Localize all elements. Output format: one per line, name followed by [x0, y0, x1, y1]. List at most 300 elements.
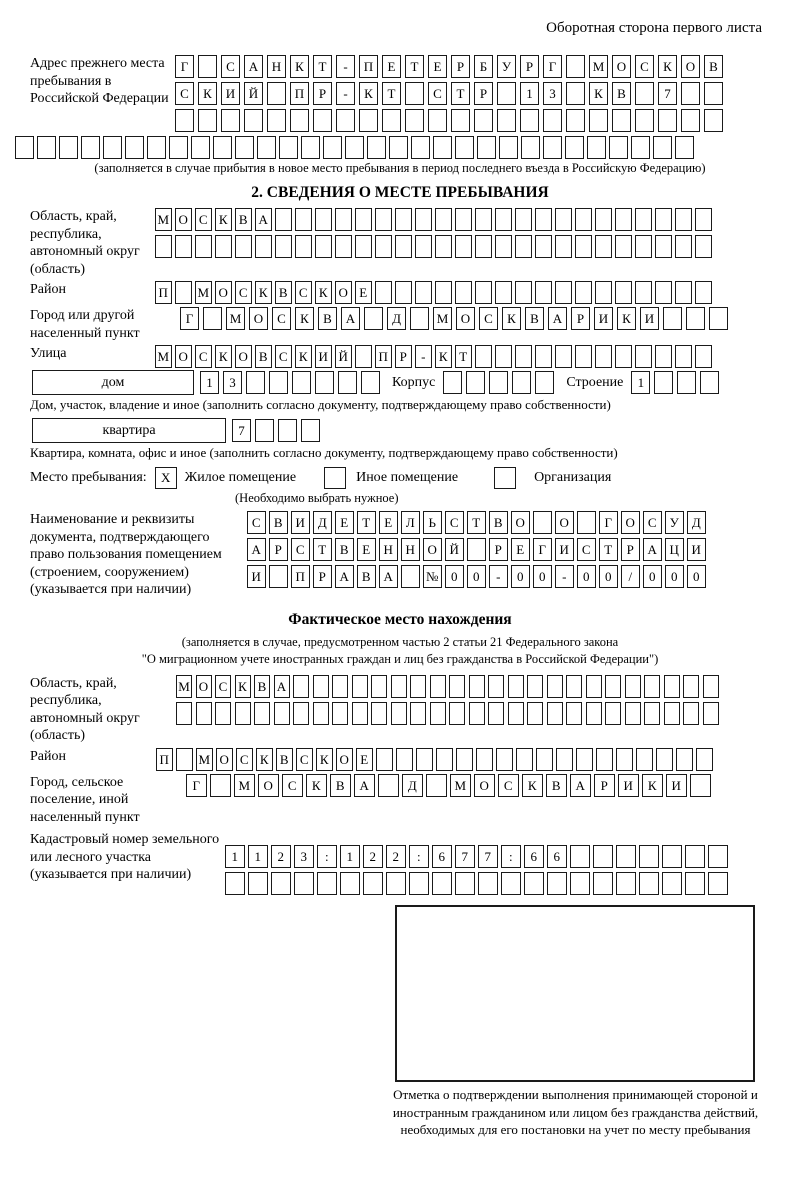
form-cell: П	[155, 281, 172, 304]
form-cell	[664, 702, 680, 725]
form-cell: :	[317, 845, 337, 868]
form-cell	[587, 136, 606, 159]
document-row1	[247, 511, 709, 534]
prev-address-row1	[175, 55, 727, 78]
form-cell	[435, 208, 452, 231]
korpus-cells	[443, 371, 558, 394]
form-cell	[512, 371, 531, 394]
form-cell	[267, 82, 286, 105]
prev-address-row4	[15, 136, 800, 159]
form-cell	[81, 136, 100, 159]
form-cell	[704, 109, 723, 132]
form-cell	[683, 702, 699, 725]
form-cell: /	[621, 565, 640, 588]
form-cell: В	[357, 565, 376, 588]
form-cell	[317, 872, 337, 895]
form-cell	[246, 371, 265, 394]
form-cell: 7	[455, 845, 475, 868]
form-cell: О	[621, 511, 640, 534]
form-cell	[495, 235, 512, 258]
region-label: Область, край, республика, автономный округ (область)	[30, 209, 140, 277]
form-cell	[155, 235, 172, 258]
form-cell	[639, 845, 659, 868]
form-cell: М	[226, 307, 245, 330]
form-cell	[295, 208, 312, 231]
form-cell: К	[315, 281, 332, 304]
form-cell: И	[666, 774, 687, 797]
form-cell	[389, 136, 408, 159]
form-cell	[543, 109, 562, 132]
form-cell: Д	[687, 511, 706, 534]
form-cell	[466, 371, 485, 394]
form-cell	[323, 136, 342, 159]
stay-option-label-zhiloe: Жилое помещение	[184, 470, 297, 485]
form-cell: О	[196, 675, 212, 698]
form-cell: №	[423, 565, 442, 588]
form-cell: С	[282, 774, 303, 797]
form-cell	[428, 109, 447, 132]
form-cell	[235, 136, 254, 159]
form-cell	[615, 235, 632, 258]
form-cell: Г	[543, 55, 562, 78]
form-cell	[215, 702, 231, 725]
form-cell	[293, 702, 309, 725]
form-cell: 6	[524, 845, 544, 868]
form-cell	[570, 872, 590, 895]
form-cell	[566, 702, 582, 725]
form-cell: 2	[271, 845, 291, 868]
form-cell	[405, 82, 424, 105]
form-cell: О	[215, 281, 232, 304]
form-cell: О	[336, 748, 353, 771]
form-cell: В	[525, 307, 544, 330]
form-cell: Ц	[665, 538, 684, 561]
form-cell	[255, 235, 272, 258]
form-cell	[547, 675, 563, 698]
form-cell	[395, 208, 412, 231]
region-block	[30, 208, 800, 278]
form-cell: 0	[599, 565, 618, 588]
form-cell: В	[335, 538, 354, 561]
city2-label: Город, сельское поселение, иной населенный пункт	[30, 774, 140, 825]
form-cell	[430, 702, 446, 725]
form-cell	[235, 235, 252, 258]
form-cell	[496, 748, 513, 771]
form-cell	[355, 345, 372, 368]
form-cell: Т	[382, 82, 401, 105]
form-cell	[391, 702, 407, 725]
form-cell	[662, 845, 682, 868]
document-row2	[247, 538, 709, 561]
street-label: Улица	[30, 346, 67, 361]
form-cell	[677, 371, 696, 394]
form-cell	[478, 872, 498, 895]
form-cell	[301, 136, 320, 159]
form-cell: А	[255, 208, 272, 231]
form-cell: 1	[248, 845, 268, 868]
form-cell	[409, 872, 429, 895]
form-cell	[395, 235, 412, 258]
form-cell	[269, 371, 288, 394]
form-cell: С	[635, 55, 654, 78]
form-cell: А	[379, 565, 398, 588]
form-cell	[555, 208, 572, 231]
form-cell: Е	[357, 538, 376, 561]
form-cell	[609, 136, 628, 159]
form-cell	[475, 345, 492, 368]
form-cell: К	[589, 82, 608, 105]
form-cell: 2	[386, 845, 406, 868]
form-cell: 1	[340, 845, 360, 868]
form-cell	[690, 774, 711, 797]
form-cell	[656, 748, 673, 771]
form-cell	[675, 208, 692, 231]
form-cell	[455, 872, 475, 895]
form-cell: С	[236, 748, 253, 771]
form-cell: 6	[432, 845, 452, 868]
form-cell	[375, 281, 392, 304]
form-cell	[488, 702, 504, 725]
form-cell: Е	[511, 538, 530, 561]
form-cell	[685, 845, 705, 868]
form-cell	[589, 109, 608, 132]
form-cell: Е	[382, 55, 401, 78]
actual-location-title: Фактическое место нахождения	[288, 610, 512, 628]
apartment-row	[32, 418, 800, 443]
form-cell: 0	[533, 565, 552, 588]
form-cell	[254, 702, 270, 725]
form-cell	[476, 748, 493, 771]
form-cell: -	[415, 345, 432, 368]
form-cell	[527, 675, 543, 698]
prev-address-row3	[175, 109, 727, 132]
form-cell	[175, 235, 192, 258]
form-cell	[521, 136, 540, 159]
form-cell: 7	[478, 845, 498, 868]
form-cell: К	[306, 774, 327, 797]
form-cell	[435, 281, 452, 304]
form-cell	[371, 702, 387, 725]
form-cell	[636, 748, 653, 771]
form-cell: 1	[631, 371, 650, 394]
form-cell: 7	[658, 82, 677, 105]
form-cell	[570, 845, 590, 868]
form-cell: С	[272, 307, 291, 330]
form-cell	[575, 345, 592, 368]
form-cell	[376, 748, 393, 771]
form-cell	[37, 136, 56, 159]
form-cell: 0	[511, 565, 530, 588]
stroenie-cells	[631, 371, 723, 394]
form-cell	[313, 675, 329, 698]
district2-row	[156, 748, 716, 771]
cadastre-block	[30, 831, 800, 899]
form-cell: С	[577, 538, 596, 561]
form-cell	[508, 702, 524, 725]
form-cell	[332, 702, 348, 725]
form-cell: А	[548, 307, 567, 330]
form-cell: К	[658, 55, 677, 78]
form-cell: К	[522, 774, 543, 797]
form-cell	[654, 371, 673, 394]
form-cell	[520, 109, 539, 132]
form-cell	[683, 675, 699, 698]
form-cell: Е	[379, 511, 398, 534]
form-cell	[290, 109, 309, 132]
form-cell	[533, 511, 552, 534]
form-cell	[269, 565, 288, 588]
form-cell	[426, 774, 447, 797]
form-cell: М	[234, 774, 255, 797]
form-cell: Е	[428, 55, 447, 78]
form-cell: О	[423, 538, 442, 561]
form-cell: В	[255, 345, 272, 368]
form-cell	[248, 872, 268, 895]
form-cell	[566, 675, 582, 698]
form-cell	[635, 281, 652, 304]
form-cell: Н	[379, 538, 398, 561]
form-cell	[586, 702, 602, 725]
form-cell	[695, 235, 712, 258]
actual-location-note2: "О миграционном учете иностранных граждан и лиц без гражданства в Российской Федерации")	[141, 651, 659, 666]
form-cell	[625, 675, 641, 698]
form-cell	[467, 538, 486, 561]
form-cell	[359, 109, 378, 132]
form-cell	[391, 675, 407, 698]
form-cell	[700, 371, 719, 394]
form-cell: И	[221, 82, 240, 105]
form-cell	[595, 235, 612, 258]
form-cell	[340, 872, 360, 895]
form-cell	[275, 235, 292, 258]
form-cell: 3	[543, 82, 562, 105]
form-cell	[335, 208, 352, 231]
form-cell	[415, 281, 432, 304]
form-cell: И	[687, 538, 706, 561]
form-cell	[244, 109, 263, 132]
region2-block	[30, 675, 800, 745]
form-cell: 3	[223, 371, 242, 394]
house-box: дом	[32, 370, 194, 395]
form-cell: М	[176, 675, 192, 698]
form-cell	[103, 136, 122, 159]
form-cell: К	[359, 82, 378, 105]
form-cell: К	[642, 774, 663, 797]
form-cell	[435, 235, 452, 258]
form-cell	[515, 281, 532, 304]
prev-address-note: (заполняется в случае прибытия в новое место пребывания в период последнего въезда в Российскую Федерацию)	[94, 161, 706, 175]
form-cell	[644, 702, 660, 725]
form-cell	[235, 702, 251, 725]
apartment-note: Квартира, комната, офис и иное (заполнить согласно документу, подтверждающему право собственности)	[30, 445, 618, 460]
form-cell: Т	[451, 82, 470, 105]
form-cell	[367, 136, 386, 159]
form-cell: Т	[357, 511, 376, 534]
stay-option-label-org: Организация	[534, 470, 612, 485]
form-cell: 6	[547, 845, 567, 868]
form-cell	[278, 419, 297, 442]
form-cell	[451, 109, 470, 132]
form-cell: 2	[363, 845, 383, 868]
form-cell	[696, 748, 713, 771]
form-cell	[655, 345, 672, 368]
form-cell: :	[409, 845, 429, 868]
form-cell	[653, 136, 672, 159]
form-cell	[477, 136, 496, 159]
form-cell	[612, 109, 631, 132]
stay-type-row	[30, 467, 800, 489]
form-cell: Ь	[423, 511, 442, 534]
form-cell	[338, 371, 357, 394]
form-cell	[675, 235, 692, 258]
form-cell: Т	[455, 345, 472, 368]
form-cell	[336, 109, 355, 132]
form-cell	[703, 675, 719, 698]
form-cell	[497, 109, 516, 132]
form-cell: И	[291, 511, 310, 534]
form-cell	[449, 675, 465, 698]
form-cell: :	[501, 845, 521, 868]
form-cell	[663, 307, 682, 330]
form-cell	[565, 136, 584, 159]
form-cell	[695, 281, 712, 304]
form-cell	[555, 345, 572, 368]
form-cell: К	[198, 82, 217, 105]
form-cell: Р	[571, 307, 590, 330]
document-label: Наименование и реквизиты документа, подтверждающего право пользования помещением (строением, сооружением) (указывается при наличии)	[30, 512, 222, 597]
form-cell	[547, 702, 563, 725]
form-cell: Т	[405, 55, 424, 78]
form-cell	[405, 109, 424, 132]
stroenie-label: Строение	[566, 374, 624, 390]
stay-option-checkbox-inoe	[324, 467, 346, 489]
form-cell	[635, 345, 652, 368]
form-cell	[695, 208, 712, 231]
form-cell: О	[335, 281, 352, 304]
form-cell: К	[255, 281, 272, 304]
form-cell	[415, 208, 432, 231]
form-cell: А	[244, 55, 263, 78]
form-cell	[455, 208, 472, 231]
form-cell: Е	[356, 748, 373, 771]
form-cell	[524, 872, 544, 895]
form-cell	[293, 675, 309, 698]
form-cell	[703, 702, 719, 725]
form-cell	[596, 748, 613, 771]
form-cell: 0	[643, 565, 662, 588]
form-cell	[508, 675, 524, 698]
form-cell: Г	[599, 511, 618, 534]
form-cell	[292, 371, 311, 394]
house-row	[32, 370, 800, 395]
form-cell	[635, 208, 652, 231]
apartment-cells	[232, 419, 324, 442]
form-cell	[556, 748, 573, 771]
form-cell: К	[290, 55, 309, 78]
form-cell: Р	[520, 55, 539, 78]
form-cell: В	[235, 208, 252, 231]
form-cell: 1	[200, 371, 219, 394]
form-cell	[125, 136, 144, 159]
form-cell	[355, 208, 372, 231]
form-cell	[215, 235, 232, 258]
form-cell	[210, 774, 231, 797]
form-cell	[575, 208, 592, 231]
form-cell	[675, 345, 692, 368]
form-cell: 7	[232, 419, 251, 442]
form-cell	[363, 872, 383, 895]
stamp-box	[395, 905, 755, 1082]
form-cell	[169, 136, 188, 159]
form-cell: С	[195, 345, 212, 368]
form-cell	[662, 872, 682, 895]
form-cell	[605, 675, 621, 698]
form-cell	[335, 235, 352, 258]
form-cell: К	[435, 345, 452, 368]
form-cell: -	[555, 565, 574, 588]
form-cell	[196, 702, 212, 725]
actual-location-note1: (заполняется в случае, предусмотренном частью 2 статьи 21 Федерального закона	[181, 634, 619, 649]
form-cell: Й	[445, 538, 464, 561]
form-cell	[593, 872, 613, 895]
form-cell: И	[315, 345, 332, 368]
form-cell	[704, 82, 723, 105]
city2-row	[186, 774, 714, 797]
form-cell	[203, 307, 222, 330]
form-cell	[315, 371, 334, 394]
city2-block	[30, 774, 800, 827]
form-cell: О	[474, 774, 495, 797]
form-cell	[686, 307, 705, 330]
form-cell	[475, 281, 492, 304]
form-cell	[575, 235, 592, 258]
form-cell: Й	[244, 82, 263, 105]
form-cell: С	[498, 774, 519, 797]
form-cell	[255, 419, 274, 442]
form-cell: С	[643, 511, 662, 534]
form-cell	[635, 82, 654, 105]
form-cell: Т	[313, 55, 332, 78]
city-block	[30, 307, 800, 342]
form-cell	[198, 109, 217, 132]
form-cell	[371, 675, 387, 698]
form-cell: -	[336, 82, 355, 105]
form-cell: И	[618, 774, 639, 797]
form-cell	[695, 345, 712, 368]
district2-block	[30, 748, 800, 771]
form-cell	[352, 702, 368, 725]
region2-label: Область, край, республика, автономный округ (область)	[30, 675, 140, 743]
form-cell: 3	[294, 845, 314, 868]
region2-row2	[176, 702, 722, 725]
form-cell: К	[235, 675, 251, 698]
form-cell: 1	[520, 82, 539, 105]
form-cell: С	[221, 55, 240, 78]
form-cell	[595, 208, 612, 231]
form-cell	[595, 281, 612, 304]
stay-option-checkbox-zhiloe: X	[155, 467, 177, 489]
form-cell: Л	[401, 511, 420, 534]
form-cell: О	[216, 748, 233, 771]
form-cell: Г	[175, 55, 194, 78]
form-cell	[527, 702, 543, 725]
form-cell	[595, 345, 612, 368]
form-cell	[191, 136, 210, 159]
form-cell: О	[456, 307, 475, 330]
document-block	[30, 511, 800, 599]
form-cell: О	[175, 208, 192, 231]
form-cell: Р	[474, 82, 493, 105]
